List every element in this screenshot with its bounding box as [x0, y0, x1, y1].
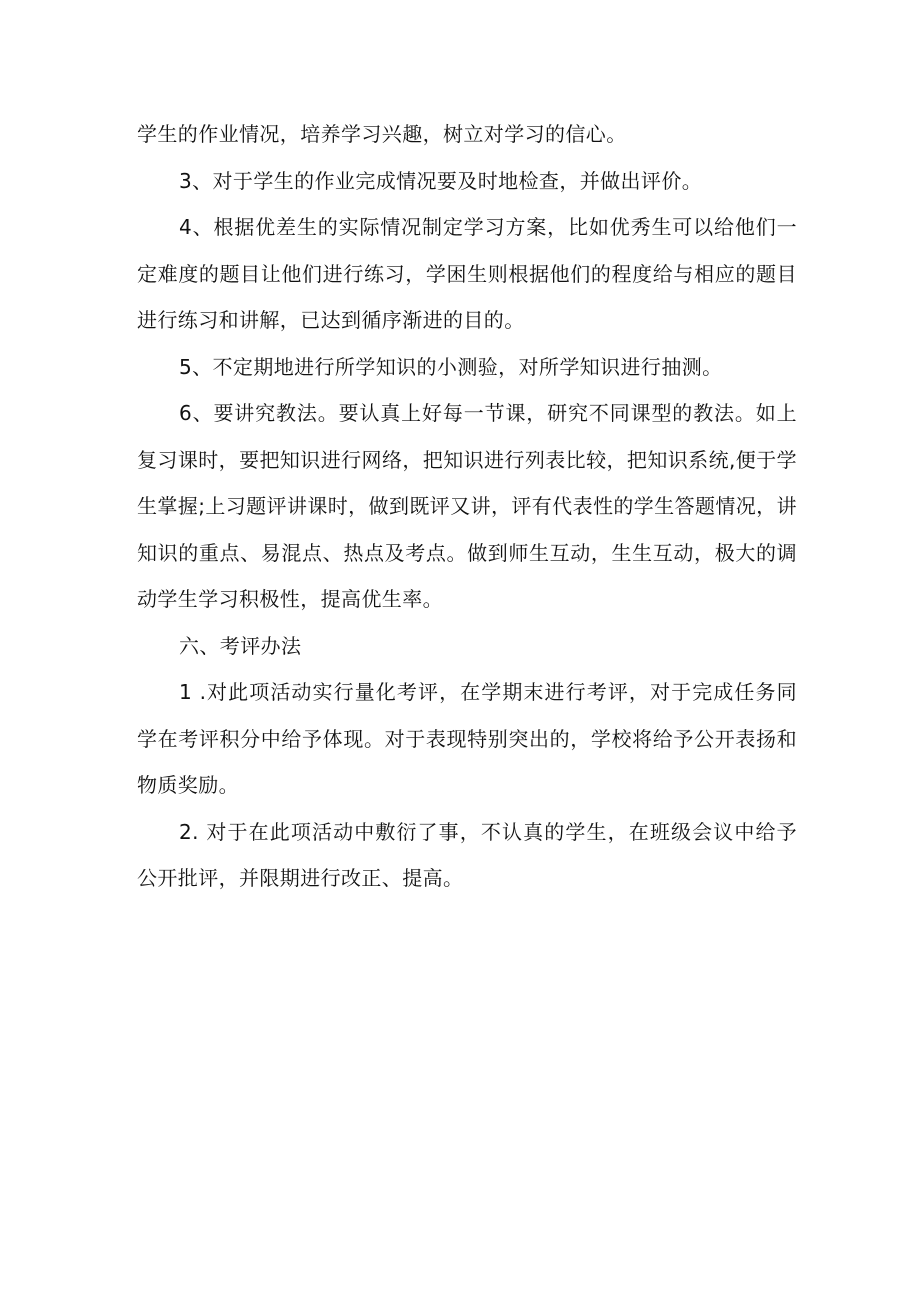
- paragraph-item-5: 5、不定期地进行所学知识的小测验，对所学知识进行抽测。: [179, 354, 723, 379]
- paragraph-item-4: 4、根据优差生的实际情况制定学习方案，比如优秀生可以给他们一定难度的题目让他们进行练习，学困生则根据他们的程度给与相应的题目进行练习和讲解，已达到循序渐进的目的。: [137, 215, 797, 332]
- document-body: [137, 111, 797, 902]
- section-heading-evaluation: 六、考评办法: [179, 633, 302, 658]
- paragraph-continuation: 学生的作业情况，培养学习兴趣，树立对学习的信心。: [137, 122, 627, 146]
- paragraph-item-6: 6、要讲究教法。要认真上好每一节课，研究不同课型的教法。如上复习课时，要把知识进行网络，把知识进行列表比较，把知识系统,便于学生掌握;上习题评讲课时，做到既评又讲，评有代表性的学生答题情况，讲知识的重点、易混点、热点及考点。做到师生互动，生生互动，极大的调动学生学习积极性，提高优生率。: [137, 401, 797, 611]
- paragraph-item-3: 3、对于学生的作业完成情况要及时地检查，并做出评价。: [179, 168, 703, 193]
- paragraph-evaluation-1: 1 .对此项活动实行量化考评，在学期末进行考评，对于完成任务同学在考评积分中给予体现。对于表现特别突出的，学校将给予公开表扬和物质奖励。: [137, 680, 797, 797]
- paragraph-evaluation-2: 2. 对于在此项活动中敷衍了事，不认真的学生，在班级会议中给予公开批评，并限期进行改正、提高。: [137, 819, 797, 890]
